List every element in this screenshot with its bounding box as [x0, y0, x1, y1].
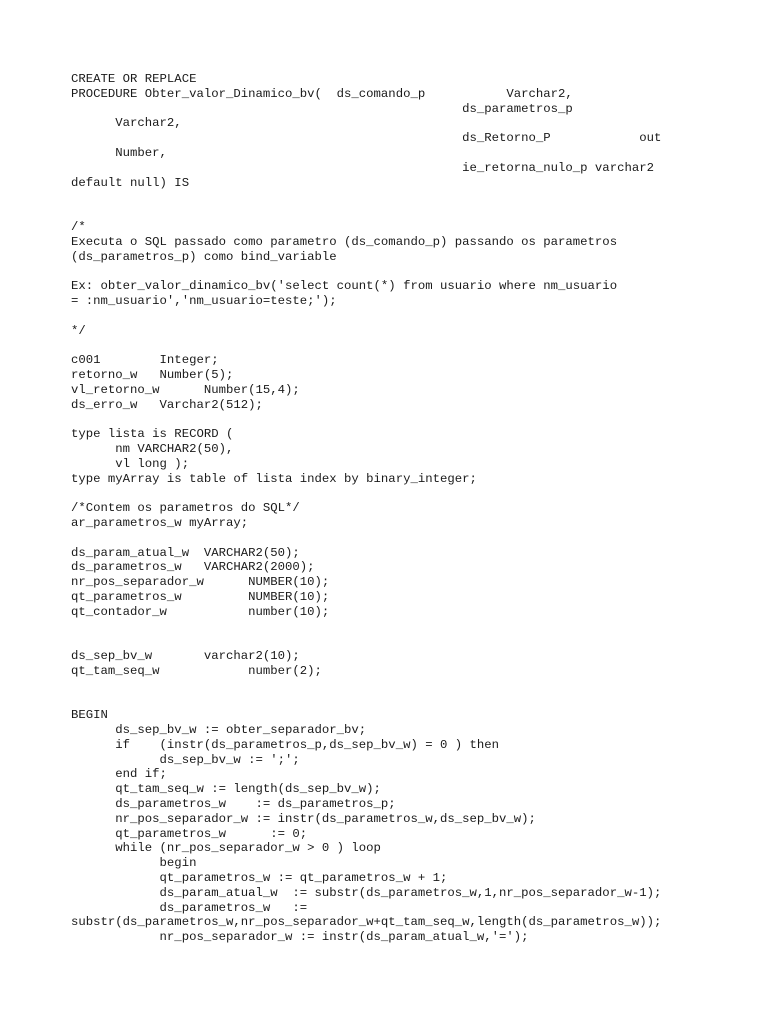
code-line: vl long ); — [71, 456, 190, 471]
code-line: Executa o SQL passado como parametro (ds_comando_p) passando os parametros — [71, 234, 618, 249]
code-line: ds_sep_bv_w := ';'; — [71, 752, 300, 767]
code-line: begin — [71, 856, 197, 871]
code-line — [71, 309, 751, 324]
code-line — [71, 531, 751, 546]
code-line: ie_retorna_nulo_p varchar2 — [71, 160, 654, 175]
code-line: ar_parametros_w myArray; — [71, 515, 249, 530]
code-line: Number, — [71, 145, 167, 160]
code-line: BEGIN — [71, 708, 108, 723]
code-line: Varchar2, — [71, 116, 182, 131]
code-line: retorno_w Number(5); — [71, 367, 234, 382]
code-line — [71, 338, 751, 353]
code-line: default null) IS — [71, 175, 190, 190]
code-line: nr_pos_separador_w NUMBER(10); — [71, 575, 330, 590]
code-line: c001 Integer; — [71, 353, 219, 368]
code-line: nr_pos_separador_w := instr(ds_parametros_w,ds_sep_bv_w); — [71, 811, 536, 826]
code-line: = :nm_usuario','nm_usuario=teste;'); — [71, 293, 337, 308]
code-line: qt_tam_seq_w := length(ds_sep_bv_w); — [71, 782, 381, 797]
code-line — [71, 693, 751, 708]
code-line: qt_tam_seq_w number(2); — [71, 663, 322, 678]
code-line: vl_retorno_w Number(15,4); — [71, 382, 300, 397]
code-line — [71, 205, 751, 220]
code-line: type myArray is table of lista index by binary_integer; — [71, 471, 477, 486]
code-line: /*Contem os parametros do SQL*/ — [71, 501, 300, 516]
code-line: (ds_parametros_p) como bind_variable — [71, 249, 337, 264]
code-line: if (instr(ds_parametros_p,ds_sep_bv_w) = 0 ) then — [71, 737, 500, 752]
code-line: /* — [71, 219, 86, 234]
code-line: while (nr_pos_separador_w > 0 ) loop — [71, 841, 381, 856]
code-line: qt_parametros_w := qt_parametros_w + 1; — [71, 871, 448, 886]
code-line: Ex: obter_valor_dinamico_bv('select count(*) from usuario where nm_usuario — [71, 279, 618, 294]
code-line — [71, 486, 751, 501]
code-line: ds_erro_w Varchar2(512); — [71, 397, 263, 412]
code-line: ds_parametros_w VARCHAR2(2000); — [71, 560, 315, 575]
code-line — [71, 679, 751, 694]
code-line: end if; — [71, 767, 167, 782]
code-line: ds_parametros_w := — [71, 900, 308, 915]
code-line: ds_sep_bv_w varchar2(10); — [71, 649, 300, 664]
code-line — [71, 412, 751, 427]
code-line — [71, 619, 751, 634]
code-line: PROCEDURE Obter_valor_Dinamico_bv( ds_comando_p Varchar2, — [71, 86, 573, 101]
code-line: substr(ds_parametros_w,nr_pos_separador_w+qt_tam_seq_w,length(ds_parametros_w)); — [71, 915, 662, 930]
code-line: ds_param_atual_w := substr(ds_parametros_w,1,nr_pos_separador_w-1); — [71, 885, 662, 900]
code-line — [71, 634, 751, 649]
code-line: qt_parametros_w := 0; — [71, 826, 308, 841]
code-line: CREATE OR REPLACE — [71, 72, 197, 86]
code-line — [71, 264, 751, 279]
code-line: type lista is RECORD ( — [71, 427, 234, 442]
code-line: */ — [71, 323, 86, 338]
code-line: nm VARCHAR2(50), — [71, 441, 234, 456]
code-line — [71, 190, 751, 205]
code-line: ds_parametros_p — [71, 101, 573, 116]
code-line: qt_parametros_w NUMBER(10); — [71, 589, 330, 604]
code-line: ds_sep_bv_w := obter_separador_bv; — [71, 723, 367, 738]
code-block — [71, 72, 751, 945]
code-line: ds_param_atual_w VARCHAR2(50); — [71, 545, 300, 560]
code-line: ds_parametros_w := ds_parametros_p; — [71, 797, 396, 812]
code-line: ds_Retorno_P out — [71, 131, 662, 146]
code-line: qt_contador_w number(10); — [71, 604, 330, 619]
code-line: nr_pos_separador_w := instr(ds_param_atual_w,'='); — [71, 930, 529, 945]
